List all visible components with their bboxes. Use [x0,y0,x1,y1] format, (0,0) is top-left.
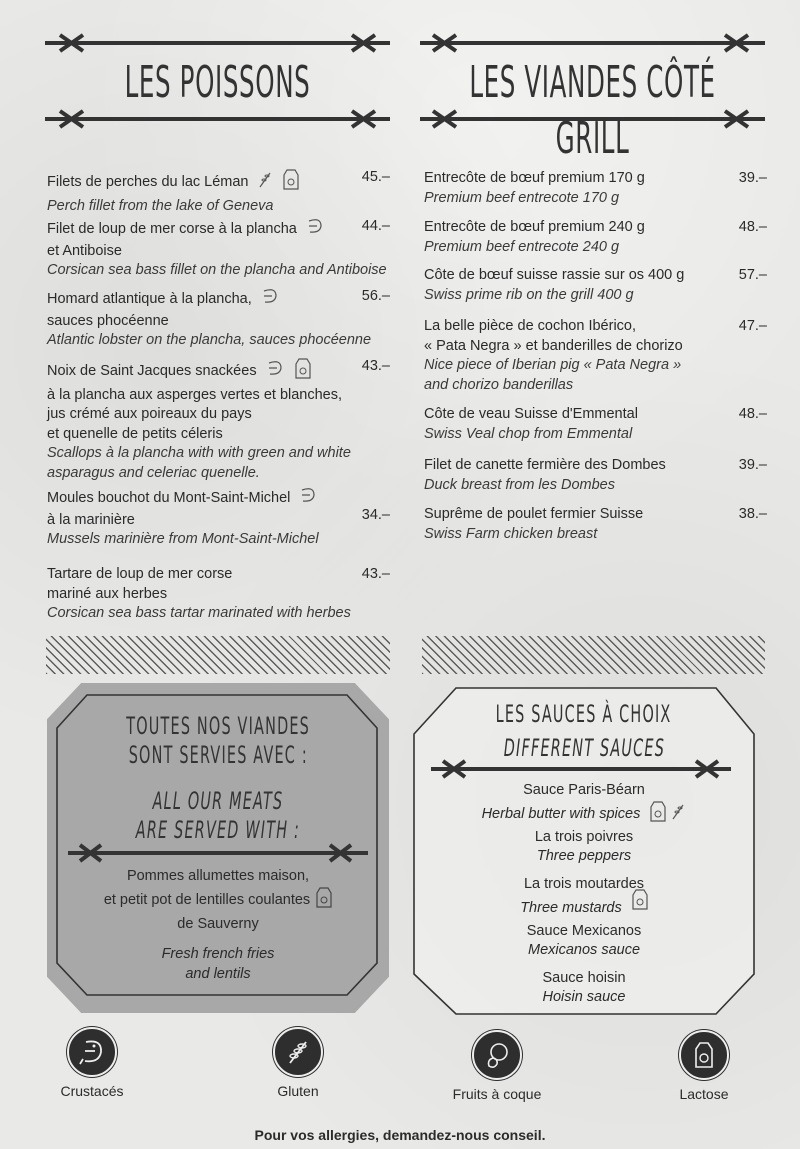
item-price: 56.– [361,288,390,304]
item-name-cont: et quenelle de petits céleris [47,425,223,442]
item-name: Côte de bœuf suisse rassie sur os 400 g [424,267,685,283]
item-name: Homard atlantique à la plancha, [47,291,252,308]
item-name-cont: « Pata Negra » et banderilles de chorizo [424,337,683,354]
item-price: 43.– [361,358,390,374]
item-price: 47.– [738,318,767,334]
sauce-name: Sauce Paris-Béarn [523,782,645,798]
item-translation-cont: and chorizo banderillas [424,376,574,393]
item-price: 43.– [361,566,390,582]
menu-item [424,505,767,544]
item-price: 57.– [738,267,767,283]
divider-top-left [45,33,390,53]
allergy-notice: Pour vos allergies, demandez-nous conseil. [254,1127,546,1143]
wheat-icon [257,170,273,195]
item-price: 34.– [361,507,390,523]
menu-item [47,565,390,624]
allergen-label: Lactose [679,1086,729,1102]
sauce-name: La trois poivres [534,829,634,845]
sauce-item [412,828,756,866]
menu-item [47,486,390,550]
sauce-translation: Hoisin sauce [542,989,626,1005]
milk-carton-icon [648,800,666,828]
milk-carton-icon [679,1030,729,1080]
menu-item [47,287,390,351]
text-line: Fresh french fries [161,946,275,962]
item-translation: Perch fillet from the lake of Geneva [47,197,274,214]
item-name: Suprême de poulet fermier Suisse [424,506,644,522]
item-name-cont: à la marinière [47,511,135,528]
allergen-lactose [664,1030,744,1102]
section-title-viandes: LES VIANDES CÔTÉ GRILL [469,57,716,164]
item-price: 39.– [738,170,767,186]
shrimp-icon [298,486,318,511]
item-name: Filet de canette fermière des Dombes [424,457,666,473]
allergen-gluten [258,1027,338,1099]
heading-line: SONT SERVIES AVEC : [128,741,308,769]
section-title-poissons: LES POISSONS [124,57,311,108]
sauce-translation: Mexicanos sauce [527,942,641,958]
item-name: Côte de veau Suisse d'Emmental [424,406,638,422]
text-line: and lentils [185,966,251,982]
item-name-cont: à la plancha aux asperges vertes et blanches, [47,386,343,403]
sauce-name: Sauce hoisin [542,970,626,986]
sides-heading-fr [47,712,389,770]
sauce-translation: Herbal butter with spices [481,805,641,822]
item-translation-cont: asparagus and celeriac quenelle. [47,464,260,481]
item-name: Entrecôte de bœuf premium 170 g [424,170,645,186]
item-name-cont: jus crémé aux poireaux du pays [47,406,252,422]
menu-item [47,357,390,483]
hatch-divider-left [46,636,390,674]
item-translation: Corsican sea bass tartar marinated with herbes [47,605,351,621]
milk-carton-icon [293,357,311,386]
item-price: 45.– [361,169,390,185]
item-translation: Atlantic lobster on the plancha, sauces phocéenne [47,332,372,348]
heading-line: TOUTES NOS VIANDES [126,712,310,740]
item-price: 38.– [738,506,767,522]
item-name-cont: et Antiboise [47,242,122,259]
sauce-item [412,781,756,828]
shrimp-icon [260,287,280,312]
item-name: Moules bouchot du Mont-Saint-Michel [47,490,291,507]
item-name: La belle pièce de cochon Ibérico, [424,318,637,334]
wheat-icon [273,1027,323,1077]
menu-item [424,266,767,305]
menu-item [424,218,767,257]
milk-carton-icon [630,888,648,916]
item-name: Noix de Saint Jacques snackées [47,363,257,380]
menu-item [47,217,390,281]
allergen-label: Crustacés [60,1083,124,1099]
milk-carton-icon [314,886,332,914]
text-line: Pommes allumettes maison, [126,868,310,884]
sauce-translation: Three mustards [520,899,622,916]
menu-item [424,456,767,495]
heading-line: ALL OUR MEATS [152,787,284,815]
allergen-fruits-a-coque [447,1030,547,1102]
allergen-label: Fruits à coque [452,1086,542,1102]
item-price: 39.– [738,457,767,473]
divider-top-right [420,33,765,53]
wheat-icon [670,802,686,826]
item-price: 48.– [738,406,767,422]
nut-icon [472,1030,522,1080]
item-price: 44.– [361,218,390,234]
shrimp-icon [305,217,325,242]
item-translation: Nice piece of Iberian pig « Pata Negra » [424,357,682,373]
item-name-cont: sauces phocéenne [47,312,169,329]
hatch-divider-right [422,636,765,674]
item-translation: Swiss prime rib on the grill 400 g [424,286,634,303]
item-translation: Premium beef entrecote 170 g [424,189,620,206]
item-translation: Swiss Farm chicken breast [424,525,598,542]
item-name: Filets de perches du lac Léman [47,174,249,191]
item-translation: Duck breast from les Dombes [424,476,615,493]
item-translation: Swiss Veal chop from Emmental [424,425,633,442]
sauce-name: Sauce Mexicanos [526,923,642,939]
sauce-name: La trois moutardes [523,876,645,892]
heading-line: ARE SERVED WITH : [135,816,301,844]
sides-heading-en [47,787,389,845]
text-line: de Sauverny [177,916,259,932]
divider-sauces [431,759,731,779]
sides-text-en [47,944,389,984]
item-translation: Premium beef entrecote 240 g [424,238,620,255]
item-price: 48.– [738,219,767,235]
menu-item [424,317,767,395]
sauce-item [412,922,756,960]
allergen-label: Gluten [277,1083,319,1099]
allergen-crustaces [52,1027,132,1099]
item-name: Filet de loup de mer corse à la plancha [47,221,297,238]
heading-line: DIFFERENT SAUCES [503,734,665,762]
shrimp-icon [265,359,285,384]
item-name: Tartare de loup de mer corse [47,566,233,582]
item-translation: Corsican sea bass fillet on the plancha and Antiboise [47,262,387,278]
heading-line: LES SAUCES À CHOIX [496,700,672,728]
item-translation: Mussels marinière from Mont-Saint-Michel [47,531,319,547]
sauces-heading-fr [412,699,756,730]
divider-bottom-right [420,109,765,129]
milk-carton-icon [281,168,299,197]
item-name-cont: mariné aux herbes [47,585,168,602]
menu-item [424,169,767,208]
item-translation: Scallops à la plancha with with green and white [47,445,351,461]
sauce-item [412,875,756,922]
menu-item [47,168,390,216]
item-name: Entrecôte de bœuf premium 240 g [424,219,645,235]
shrimp-icon [67,1027,117,1077]
text-line: et petit pot de lentilles coulantes [103,891,311,908]
sauce-translation: Three peppers [536,848,632,864]
sauce-item [412,969,756,1007]
menu-item [424,405,767,444]
divider-sides [68,843,368,863]
sides-text-fr [47,866,389,934]
divider-bottom-left [45,109,390,129]
